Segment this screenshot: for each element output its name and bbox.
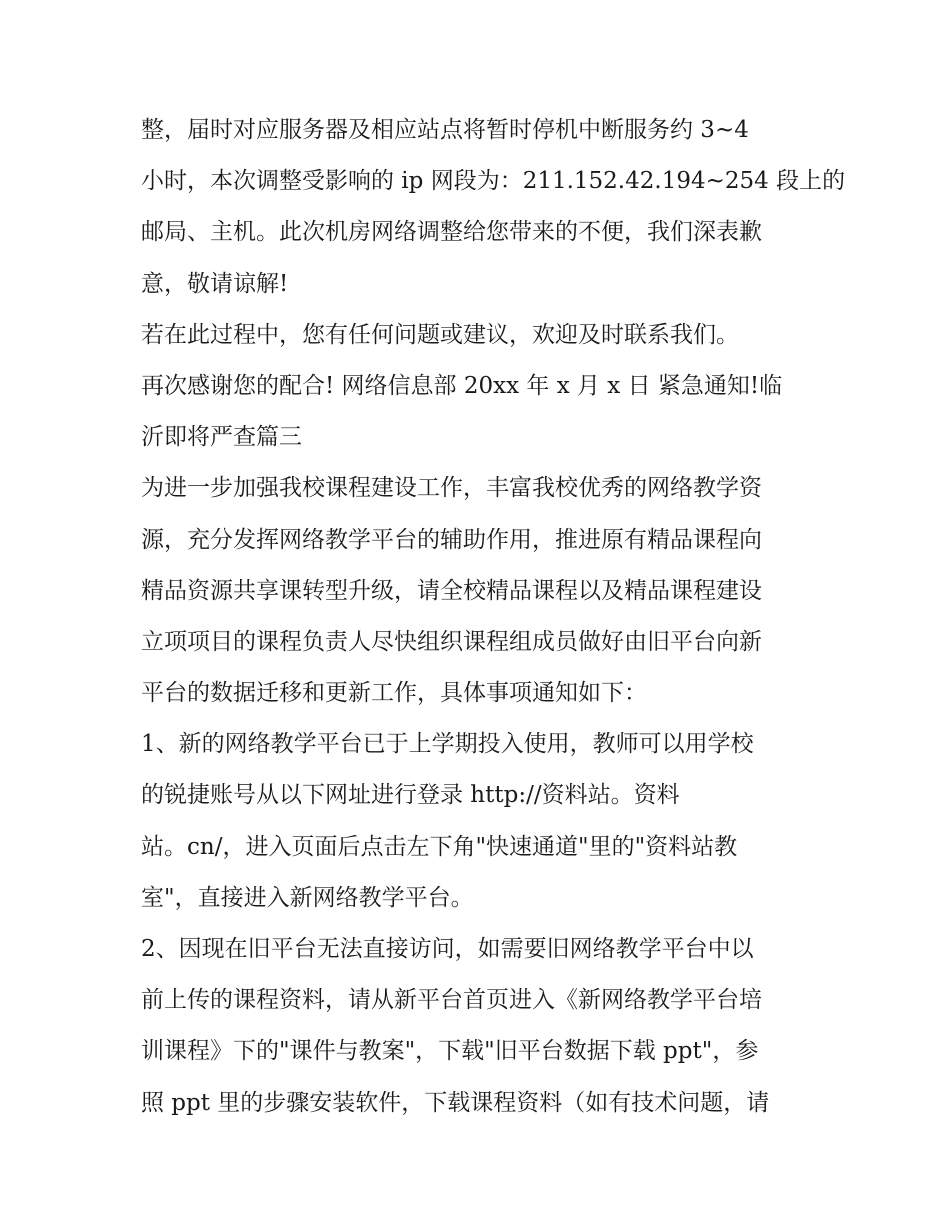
text-line: 2、因现在旧平台无法直接访问，如需要旧网络教学平台中以 — [141, 936, 754, 962]
text-line: 若在此过程中，您有任何问题或建议，欢迎及时联系我们。 — [141, 321, 739, 348]
text-line: 前上传的课程资料，请从新平台首页进入《新网络教学平台培 — [141, 987, 762, 1014]
text-line: 再次感谢您的配合! 网络信息部 20xx 年 x 月 x 日 紧急通知!临 — [141, 372, 783, 399]
text-line: 邮局、主机。此次机房网络调整给您带来的不便，我们深表歉 — [141, 219, 762, 246]
text-line: 平台的数据迁移和更新工作，具体事项通知如下： — [141, 680, 647, 707]
text-line: 小时，本次调整受影响的 ip 网段为：211.152.42.194~254 段上的 — [141, 168, 846, 195]
text-line: 的锐捷账号从以下网址进行登录 http://资料站。资料 — [141, 782, 680, 809]
text-line: 整，届时对应服务器及相应站点将暂时停机中断服务约 3~4 — [141, 117, 749, 143]
text-line: 立项项目的课程负责人尽快组织课程组成员做好由旧平台向新 — [141, 628, 762, 655]
text-line: 为进一步加强我校课程建设工作，丰富我校优秀的网络教学资 — [141, 475, 762, 502]
text-line: 沂即将严查篇三 — [141, 424, 302, 451]
text-line: 照 ppt 里的步骤安装软件，下载课程资料（如有技术问题，请 — [141, 1089, 770, 1116]
text-line: 室"，直接进入新网络教学平台。 — [141, 884, 474, 911]
text-line: 意，敬请谅解! — [141, 270, 289, 297]
text-line: 1、新的网络教学平台已于上学期投入使用，教师可以用学校 — [141, 731, 754, 758]
text-line: 站。cn/，进入页面后点击左下角"快速通道"里的"资料站教 — [141, 833, 738, 860]
text-line: 源，充分发挥网络教学平台的辅助作用，推进原有精品课程向 — [141, 526, 762, 553]
document-body — [141, 105, 846, 1129]
text-line: 精品资源共享课转型升级，请全校精品课程以及精品课程建设 — [141, 577, 762, 604]
text-line: 训课程》下的"课件与教案"，下载"旧平台数据下载 ppt"，参 — [141, 1038, 759, 1065]
